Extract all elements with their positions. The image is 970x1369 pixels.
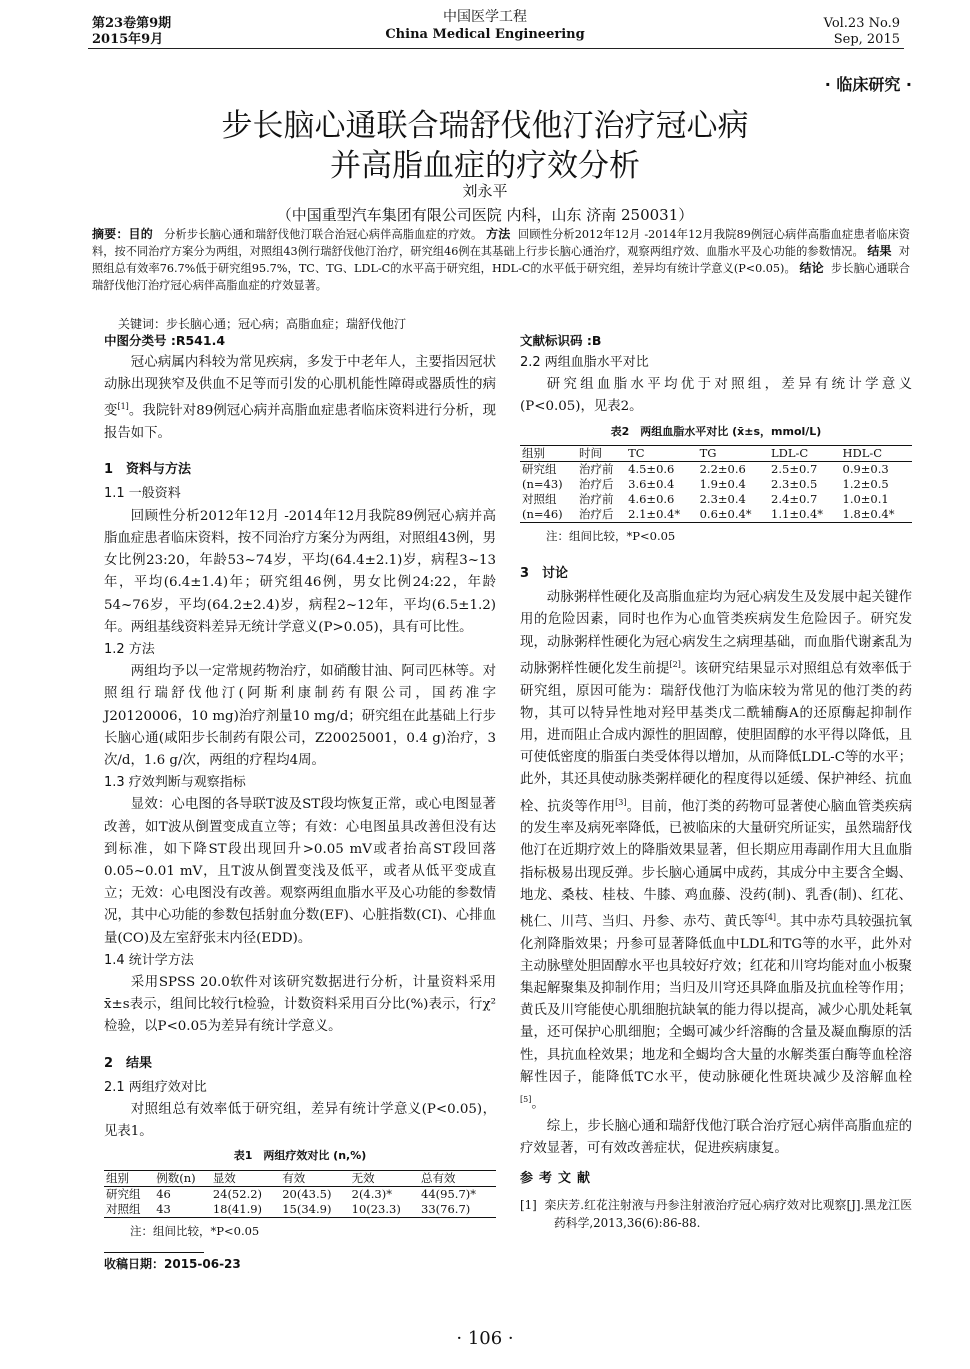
- table-row: [104, 1186, 496, 1202]
- abstract-label: 摘要：目的: [92, 227, 153, 241]
- table-row: [520, 477, 912, 492]
- table-cell: 对照组: [104, 1202, 154, 1218]
- section-1-1-heading: 1.1 一般资料: [104, 486, 181, 502]
- section-1-heading: 1 资料与方法: [104, 462, 192, 478]
- discussion-text-4: 。其中赤芍具较强抗氧化剂降脂效果；丹参可显著降低血中LDL和TG等的水平，此外对主动脉壁处胆固醇水平也具较好疗效；红花和川穹均能对血小板聚集起解聚集及抑制作用；当归及川穹还具降血脂及抗血栓等作用；黄氏及川穹能使心肌细胞抗缺氧的能力得以提高，减少心肌处耗氧量，还可保护心肌细胞；全蝎可减少纤溶酶的含量及凝血酶原的活性，具抗血栓效果；地龙和全蝎均含大量的水解类蛋白酶等血栓溶解性因子，能降低TC水平，使动脉硬化性斑块减少及溶解血栓: [520, 914, 913, 1085]
- citation-5: [5]: [520, 1095, 532, 1105]
- table-cell: 研究组: [106, 1186, 141, 1201]
- section-2-2-text: 研究组血脂水平均优于对照组，差异有统计学意义(P<0.05)，见表2。: [520, 377, 912, 415]
- table-header-cell: 组别: [520, 445, 577, 461]
- table-cell: 治疗前: [579, 461, 614, 476]
- header-rule: [88, 48, 904, 49]
- volume-cn: 第23卷第9期: [92, 16, 172, 31]
- volume-en: Vol.23 No.9: [823, 16, 900, 31]
- citation-3: [3]: [615, 797, 627, 807]
- table-cell: 2.4±0.7: [771, 491, 818, 506]
- section-2-heading: 2 结果: [104, 1055, 153, 1071]
- table-cell: 3.6±0.4: [628, 476, 675, 491]
- table-cell: 0.9±0.3: [842, 461, 889, 476]
- intro-paragraph: [104, 352, 496, 445]
- table-cell: 1.0±0.1: [842, 491, 889, 506]
- table-cell: 44(95.7)*: [421, 1186, 476, 1201]
- section-1-3-heading: 1.3 疗效判断与观察指标: [104, 775, 246, 791]
- reference-text: 栾庆芳.红花注射液与丹参注射液治疗冠心病疗效对比观察[J].黑龙江医药科学,2013,36(6):86-88.: [544, 1198, 912, 1231]
- table-cell: 治疗前: [579, 491, 614, 506]
- table-cell: (n=46): [520, 507, 577, 523]
- abstract-conclusion: 步长脑心通联合瑞舒伐他汀治疗冠心病伴高脂血症的疗效显著。: [92, 262, 910, 292]
- table-2: [520, 445, 912, 523]
- section-1-3-text: 显效：心电图的各导联T波及ST段均恢复正常，或心电图显著改善，如T波从倒置变成直立等；有效：心电图虽具改善但没有达到标准，如下降ST段出现回升>0.05 mV或者抬高ST段回落0.05~0.01 mV，且T波从倒置变浅及低平，或者从低平变成直立；无效：心电图没有改善。观察两组血脂水平及心功能的参数情况，其中心功能的参数包括射血分数(EF)、心脏指数(CI)、心排血量(CO)及左室舒张末内径(EDD)。: [104, 797, 496, 946]
- reference-item: [520, 1196, 912, 1232]
- table-header-row: [520, 445, 912, 461]
- table-cell: 1.1±0.4*: [769, 507, 840, 523]
- citation-4: [4]: [764, 913, 777, 922]
- table-cell: 治疗后: [579, 476, 614, 491]
- table-header-cell: 组别: [104, 1170, 154, 1186]
- intro-text-end: 。我院针对89例冠心病并高脂血症患者临床资料进行分析，现报告如下。: [104, 403, 496, 442]
- section-2-1-heading: 2.1 两组疗效对比: [104, 1079, 207, 1095]
- table-cell: 46: [156, 1186, 171, 1201]
- table-header-cell: TG: [698, 445, 769, 461]
- date-en: Sep, 2015: [833, 32, 900, 47]
- abstract-result: 对照组总有效率76.7%低于研究组95.7%，TC、TG、LDL-C的水平高于研究组，HDL-C的水平低于研究组，差异均有统计学意义(P<0.05)。: [92, 245, 910, 276]
- abstract-method: 回顾性分析2012年12月 -2014年12月我院89例冠心病伴高脂血症患者临床资料，按不同治疗方案分为两组，对照组43例行瑞舒伐他汀治疗，研究组46例在其基础上行步长脑心通治疗，观察两组疗效、血脂水平及心功能的参数情况。: [92, 228, 910, 259]
- table-cell: 43: [154, 1202, 211, 1218]
- section-1-2-heading: 1.2 方法: [104, 641, 155, 657]
- section-2-2-heading: 2.2 两组血脂水平对比: [520, 355, 649, 370]
- abstract-result-label: 结果: [867, 244, 892, 259]
- section-1-4-text: 采用SPSS 20.0软件对该研究数据进行分析，计量资料采用x̄±s表示，组间比较行t检验，计数资料采用百分比(%)表示，行χ²检验，以P<0.05为差异有统计学意义。: [104, 974, 496, 1035]
- table-cell: 24(52.2): [212, 1186, 263, 1201]
- table-cell: (n=43): [522, 476, 563, 491]
- table-header-cell: 例数(n): [154, 1170, 211, 1186]
- discussion-paragraph: [520, 587, 912, 1116]
- table-cell: 4.5±0.6: [628, 461, 675, 476]
- received-date: 收稿日期：2015-06-23: [104, 1256, 241, 1271]
- table-1-note: 注：组间比较，*P<0.05: [130, 1223, 260, 1238]
- keywords: 关键词：步长脑心通；冠心病；高脂血症；瑞舒伐他汀: [118, 317, 407, 331]
- header-right: [824, 16, 900, 48]
- table-2-note: 注：组间比较，*P<0.05: [546, 528, 676, 543]
- section-3-heading: 3 讨论: [520, 566, 569, 582]
- author: 刘永平: [462, 182, 508, 200]
- section-1-2-text: 两组均予以一定常规药物治疗，如硝酸甘油、阿司匹林等。对照组行瑞舒伐他汀(阿斯利康制药有限公司，国药准字J20120006，10 mg)治疗剂量10 mg/d；研究组在此基础上行步长脑心通(咸阳步长制药有限公司，Z20025001，0.4 g)治疗，3次/d，1.6 g/次，两组的疗程均4周。: [104, 664, 496, 768]
- table-cell: 对照组: [522, 491, 557, 506]
- right-column: [520, 352, 912, 1232]
- affiliation: （中国重型汽车集团有限公司医院 内科，山东 济南 250031）: [276, 206, 694, 224]
- citation-2: [2]: [669, 659, 681, 669]
- citation-1: [1]: [117, 402, 129, 412]
- abstract-method-label: 方法: [486, 227, 511, 241]
- table-1: [104, 1170, 496, 1218]
- table-header-cell: HDL-C: [841, 445, 913, 461]
- table-cell: 2.5±0.7: [771, 461, 818, 476]
- left-column: [104, 352, 496, 1275]
- references-heading: 参考文献: [520, 1171, 597, 1187]
- table-cell: 研究组: [522, 461, 557, 476]
- article-title: [0, 106, 970, 186]
- discussion-text-2: 。该研究结果显示对照组总有效率低于研究组，原因可能为：瑞舒伐他汀为临床较为常见的他汀类的药物，其可以特异性地对羟甲基类戊二酰辅酶A的还原酶起抑制作用，进而阻止合成内源性的胆固醇，使胆固醇的水平得以降低，且可使低密度的脂蛋白类受体得以增加，从而降低LDL-C等的水平；此外，其还具使动脉类粥样硬化的程度得以延缓、保护神经、抗血栓、抗炎等作用: [520, 661, 913, 814]
- table-row: [104, 1202, 496, 1218]
- journal-cn: 中国医学工程: [443, 9, 527, 25]
- abstract-purpose: 分析步长脑心通和瑞舒伐他汀联合治冠心病伴高脂血症的疗效。: [164, 228, 483, 241]
- table-row: [520, 461, 912, 477]
- section-1-4-heading: 1.4 统计学方法: [104, 952, 194, 968]
- table-cell: 10(23.3): [350, 1202, 419, 1218]
- page-number: · 106 ·: [456, 1328, 514, 1349]
- table-header-cell: 显效: [211, 1170, 280, 1186]
- table-header-cell: 有效: [280, 1170, 349, 1186]
- conclusion-paragraph: 综上，步长脑心通和瑞舒伐他汀联合治疗冠心病伴高脂血症的疗效显著，可有效改善症状，促进疾病康复。: [520, 1118, 912, 1156]
- table-cell: 2(4.3)*: [351, 1186, 392, 1201]
- journal-en: China Medical Engineering: [385, 27, 585, 42]
- table-cell: 18(41.9): [211, 1202, 280, 1218]
- date-cn: 2015年9月: [92, 32, 164, 47]
- table-cell: 15(34.9): [280, 1202, 349, 1218]
- table-cell: 0.6±0.4*: [698, 507, 769, 523]
- table-cell: 1.9±0.4: [699, 476, 746, 491]
- discussion-text-5: 。: [531, 1096, 545, 1112]
- table-header-cell: 总有效: [419, 1170, 496, 1186]
- table-header-cell: 无效: [350, 1170, 419, 1186]
- section-tag: · 临床研究 ·: [824, 75, 912, 94]
- intro-text: 冠心病属内科较为常见疾病，多发于中老年人，主要指因冠状动脉出现狭窄及供血不足等而引发的心肌机能性障碍或器质性的病变: [104, 355, 496, 419]
- table-cell: 1.2±0.5: [842, 476, 889, 491]
- table-header-row: [104, 1170, 496, 1186]
- abstract-conclusion-label: 结论: [799, 261, 824, 276]
- document-code: 文献标识码 :B: [520, 333, 602, 348]
- table-cell: 2.1±0.4*: [626, 507, 697, 523]
- table-header-cell: LDL-C: [769, 445, 840, 461]
- table-cell: 2.3±0.4: [699, 491, 746, 506]
- table-cell: 2.2±0.6: [699, 461, 746, 476]
- table-cell: 4.6±0.6: [628, 491, 675, 506]
- discussion-text-3: 。目前，他汀类的药物可显著使心脑血管类疾病的发生率及病死率降低，已被临床的大量研究所证实，虽然瑞舒伐他汀在近期疗效上的降脂效果显著，但长期应用毒副作用大且血脂指标极易出现反弹。步长脑心通属中成药，其成分中主要含全蝎、地龙、桑枝、桂枝、牛膝、鸡血藤、没药(制)、乳香(制)、红花、桃仁、川芎、当归、丹参、赤芍、黄氏等: [520, 798, 913, 930]
- table-cell: 2.3±0.5: [771, 476, 818, 491]
- title-line-2: 并高脂血症的疗效分析: [330, 148, 640, 184]
- section-2-1-text: 对照组总有效率低于研究组，差异有统计学意义(P<0.05)，见表1。: [104, 1101, 496, 1140]
- table-2-title: 表2 两组血脂水平对比 (x̄±s，mmol/L): [610, 424, 822, 438]
- section-1-1-text: 回顾性分析2012年12月 -2014年12月我院89例冠心病并高脂血症患者临床资料，按不同治疗方案分为两组，对照组43例，男女比例23:20，年龄53~74岁，平均(64.4±2.1)岁，病程3~13年，平均(6.4±1.4)年；研究组46例，男女比例24:22，年龄54~76岁，平均(64.2±2.4)岁，病程2~12年，平均(6.5±1.2)年。两组基线资料差异无统计学意义(P>0.05)，具有可比性。: [104, 508, 496, 635]
- table-cell: 20(43.5): [282, 1186, 332, 1201]
- table-cell: 1.8±0.4*: [841, 507, 913, 523]
- table-row: [520, 507, 912, 523]
- table-header-cell: 时间: [577, 445, 626, 461]
- discussion-text-1: 动脉粥样性硬化及高脂血症均为冠心病发生及发展中起关键作用的危险因素，同时也作为心血管类疾病发生危险因子。研究发现，动脉粥样性硬化为冠心病发生之病理基础，而血脂代谢紊乱为动脉粥样性硬化发生前提: [520, 590, 912, 677]
- title-line-1: 步长脑心通联合瑞舒伐他汀治疗冠心病: [221, 108, 749, 144]
- table-1-title: 表1 两组疗效对比 (n,%): [233, 1149, 367, 1163]
- table-cell: 治疗后: [577, 507, 626, 523]
- table-header-cell: TC: [626, 445, 697, 461]
- table-cell: 33(76.7): [419, 1202, 496, 1218]
- table-row: [520, 492, 912, 507]
- classification-number: 中图分类号 :R541.4: [104, 333, 226, 348]
- reference-number: [1]: [520, 1198, 537, 1213]
- abstract: [92, 226, 910, 294]
